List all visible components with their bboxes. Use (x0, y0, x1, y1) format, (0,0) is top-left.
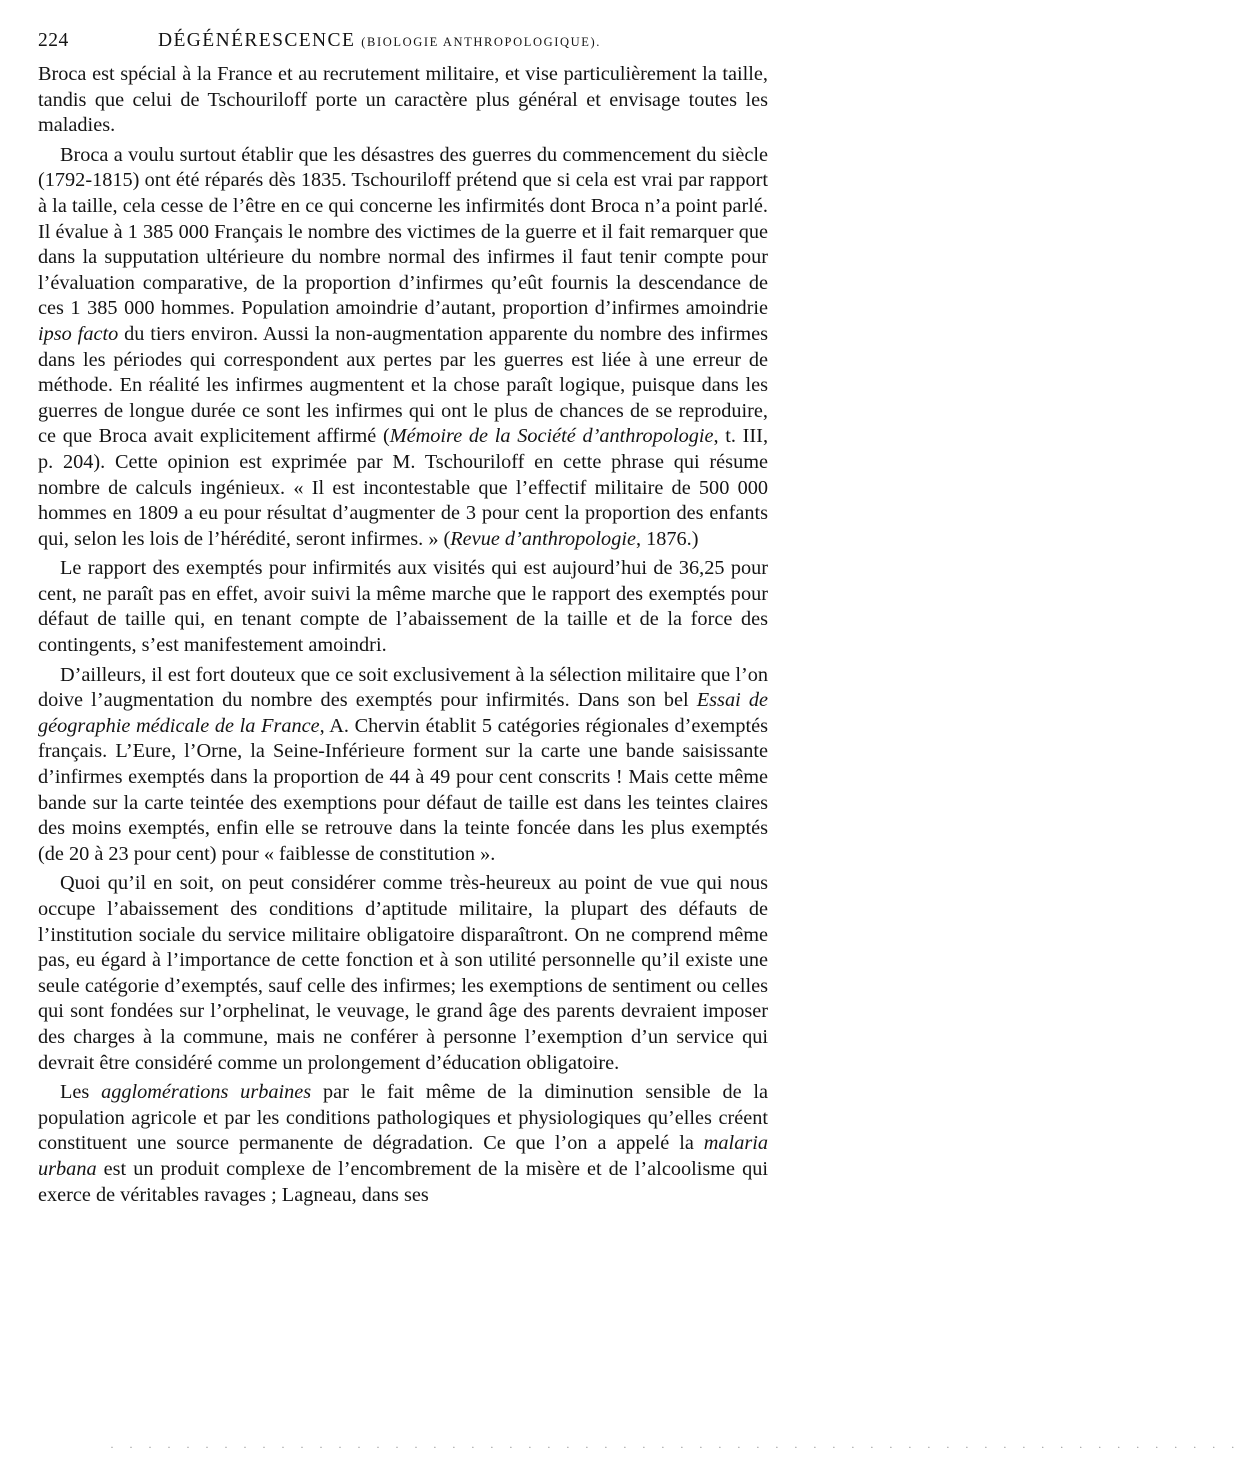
paragraph (38, 871, 768, 1076)
paragraph (38, 62, 768, 139)
text-run: , t. III, p. 204). Cette opinion est exprimée par M. Tschouriloff en cette phrase qui résume nombre de calculs ingénieux. « Il est incontestable que l’effectif militaire de 500 000 hommes en 1809 a eu pour résultat d’augmenter de 3 pour cent la proportion des enfants qui, selon les lois de l’hérédité, seront infirmes. » ( (38, 425, 769, 550)
text-run: D’ailleurs, il est fort douteux que ce soit exclusivement à la sélection militaire que l’on doive l’augmentation du nombre des exemptés pour infirmités. Dans son bel (38, 663, 768, 712)
text-run: Broca a voulu surtout établir que les désastres des guerres du commencement du siècle (1792-1815) ont été réparés dès 1835. Tschouriloff prétend que si cela est vrai par rapport à la taille, cela cesse de l’être en ce qui concerne les infirmités dont Broca n’a point parlé. Il évalue à 1 385 000 Français le nombre des victimes de la guerre et il fait remarquer que dans la supputation ultérieure du nombre normal des infirmes il faut tenir compte pour l’évaluation comparative, de la proportion d’infirmes qu’eût fournis la descendance de ces 1 385 000 hommes. Population amoindrie d’autant, proportion d’infirmes amoindrie (38, 143, 768, 320)
italic-text: Mémoire de la Société d’anthropologie (389, 425, 714, 448)
italic-text: malaria urbana (38, 1132, 768, 1180)
text-run: Quoi qu’il en soit, on peut considérer comme très-heureux au point de vue qui nous occupe l’abaissement des conditions d’aptitude militaire, la plupart des défauts de l’institution sociale du service militaire obligatoire disparaîtront. On ne comprend même pas, eu égard à l’importance de cette fonction et à son utilité personnelle qu’il existe une seule catégorie d’exemptés, sauf celle des infirmes; les exemptions de sentiment ou celles qui sont fondées sur l’orphelinat, le veuvage, le grand âge des parents devraient imposer des charges à la commune, mais ne conférer à personne l’exemption d’un service qui devrait être considéré comme un prolongement d’éducation obligatoire. (38, 872, 768, 1074)
paragraph (38, 1080, 768, 1208)
italic-text: agglomérations urbaines (101, 1081, 312, 1104)
text-run: Les (60, 1081, 102, 1104)
running-header (38, 30, 768, 58)
italic-text: ipso facto (38, 322, 119, 345)
paragraph (38, 556, 768, 658)
text-run: du tiers environ. Aussi la non-augmentation apparente du nombre des infirmes dans les périodes qui correspondent aux pertes par les guerres est liée à une erreur de méthode. En réalité les infirmes augmentent et la chose paraît logique, puisque dans les guerres de longue durée ce sont les infirmes qui ont le plus de chances de se reproduire, ce que Broca avait explicitement affirmé ( (38, 322, 768, 448)
paragraph (38, 143, 768, 553)
italic-text: Revue d’anthropologie (450, 527, 636, 550)
body-text (38, 62, 768, 1208)
text-run: , A. Chervin établit 5 catégories régionales d’exemptés français. L’Eure, l’Orne, la Seine-Inférieure forment sur la carte une bande saisissante d’infirmes exemptés dans la proportion de 44 à 49 pour cent conscrits ! Mais cette même bande sur la carte teintée des exemptions pour défaut de taille est dans les teintes claires des moins exemptés, enfin elle se retrouve dans la teinte foncée dans les plus exemptés (de 20 à 23 pour cent) pour « faiblesse de constitution ». (38, 714, 769, 865)
page-number: 224 (38, 30, 69, 51)
paragraph (38, 663, 768, 868)
running-title: DÉGÉNÉRESCENCE (158, 30, 356, 51)
text-run: est un produit complexe de l’encombrement de la misère et de l’alcoolisme qui exerce de véritables ravages ; Lagneau, dans ses (38, 1157, 768, 1206)
running-subtitle: (BIOLOGIE ANTHROPOLOGIQUE). (361, 35, 601, 49)
bottom-edge-marks: · · · · · · · · · · · · · · · · · · · · · · · · · · · · · · · · · · · · · · · · · · · · · · · · · · · · · · · · · · · · (110, 1440, 1241, 1454)
text-run: Broca est spécial à la France et au recrutement militaire, et vise particulièrement la taille, tandis que celui de Tschouriloff porte un caractère plus général et envisage toutes les maladies. (38, 63, 768, 137)
italic-text: Essai de géographie médicale de la France (38, 689, 768, 737)
book-page (38, 30, 768, 1212)
text-run: par le fait même de la diminution sensible de la population agricole et par les conditions pathologiques et physiologiques qu’elles créent constituent une source permanente de dégradation. Ce que l’on a appelé la (38, 1081, 768, 1155)
text-run: Le rapport des exemptés pour infirmités aux visités qui est aujourd’hui de 36,25 pour cent, ne paraît pas en effet, avoir suivi la même marche que le rapport des exemptés pour défaut de taille qui, en tenant compte de l’abaissement de la taille et de la force des contingents, s’est manifestement amoindri. (38, 557, 768, 657)
text-run: , 1876.) (635, 527, 699, 550)
